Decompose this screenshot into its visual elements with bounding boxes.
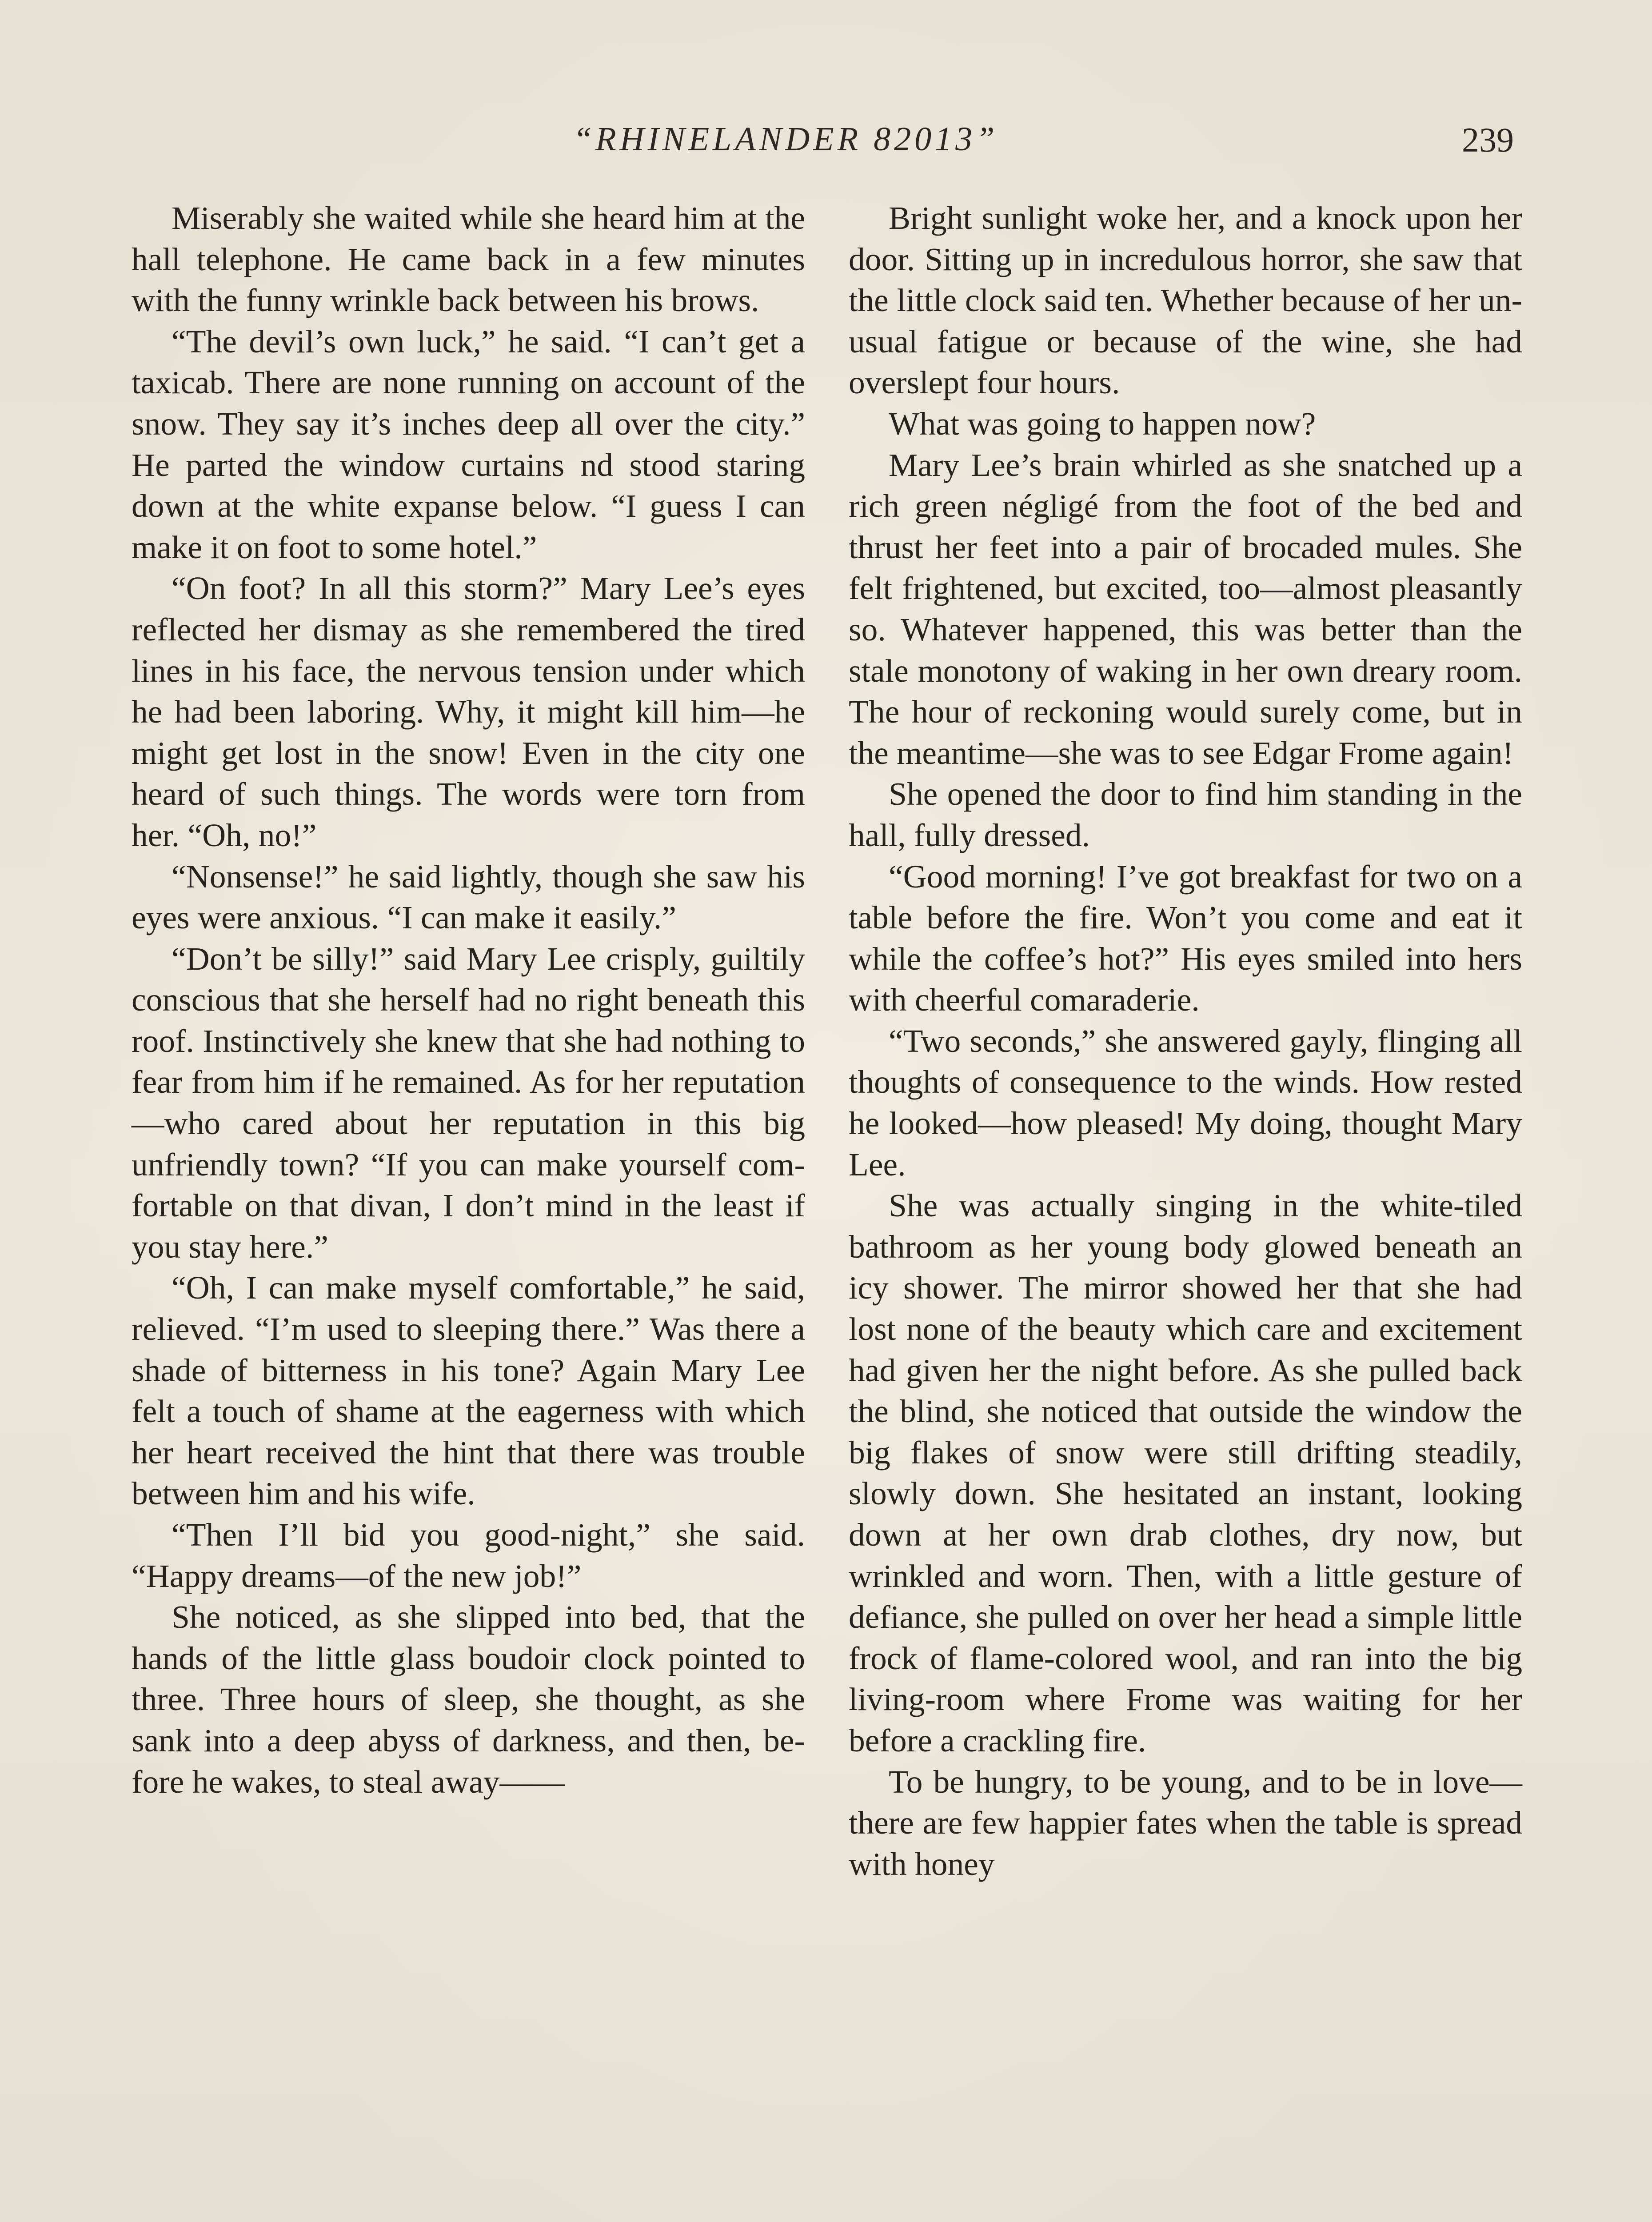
paragraph: She was actually singing in the white-tiled bathroom as her young body glowed beneath an icy shower. The mirror showed her that she had lost none of the beauty which care and excitement had given her the night before. As she pulled back the blind, she noticed that outside the window the big flakes of snow were still drifting steadily, slowly down. She hesitated an instant, looking down at her own drab clothes, dry now, but wrinkled and worn. Then, with a little gesture of defiance, she pulled on over her head a simple little frock of flame-colored wool, and ran into the big living-room where Frome was waiting for her before a crackling fire. — [849, 1187, 1522, 1758]
paragraph: She noticed, as she slipped into bed, that the hands of the little glass boudoir clock pointed to three. Three hours of sleep, she thought, as she sank into a deep abyss of darkness, and then, before he wakes, to steal away—— — [132, 1599, 805, 1800]
paragraph: To be hungry, to be young, and to be in love—there are few happier fates when the table is spread with honey — [849, 1763, 1522, 1882]
paragraph: “The devil’s own luck,” he said. “I can’t get a taxicab. There are none running on account of the snow. They say it’s inches deep all over the city.” He parted the window curtains nd stood staring down at the white expanse below. “I guess I can make it on foot to some hotel.” — [132, 323, 805, 565]
left-column — [132, 198, 805, 1802]
paragraph: “Oh, I can make myself comfortable,” he said, relieved. “I’m used to sleeping there.” Was there a shade of bitterness in his tone? Again Mary Lee felt a touch of shame at the eagerness with which her heart received the hint that there was trouble between him and his wife. — [132, 1270, 805, 1512]
paragraph: “Then I’ll bid you good-night,” she said. “Happy dreams—of the new job!” — [132, 1517, 805, 1594]
paragraph: “Good morning! I’ve got breakfast for two on a table before the fire. Won’t you come and eat it while the coffee’s hot?” His eyes smiled into hers with cheerful comaraderie. — [849, 858, 1522, 1018]
page-number: 239 — [1462, 120, 1514, 159]
paragraph: “Don’t be silly!” said Mary Lee crisply, guiltily conscious that she herself had no right beneath this roof. Instinctively she knew that she had nothing to fear from him if he remained. As for her reputation—who cared about her reputation in this big unfriendly town? “If you can make yourself comfortable on that divan, I don’t mind in the least if you stay here.” — [132, 940, 805, 1265]
paragraph: Bright sunlight woke her, and a knock upon her door. Sitting up in incredulous horror, she saw that the little clock said ten. Whether because of her unusual fatigue or because of the wine, she had overslept four hours. — [849, 200, 1522, 401]
paragraph: Miserably she waited while she heard him at the hall telephone. He came back in a few minutes with the funny wrinkle back between his brows. — [132, 200, 805, 319]
paragraph: “On foot? In all this storm?” Mary Lee’s eyes reflected her dismay as she remembered the tired lines in his face, the nervous tension under which he had been laboring. Why, it might kill him—he might get lost in the snow! Even in the city one heard of such things. The words were torn from her. “Oh, no!” — [132, 570, 805, 853]
paragraph: Mary Lee’s brain whirled as she snatched up a rich green négligé from the foot of the bed and thrust her feet into a pair of brocaded mules. She felt frightened, but excited, too—almost pleasantly so. Whatever happened, this was better than the stale monotony of waking in her own dreary room. The hour of reckoning would surely come, but in the meantime—she was to see Edgar Frome again! — [849, 447, 1522, 771]
paragraph: “Nonsense!” he said lightly, though she saw his eyes were anxious. “I can make it easily.” — [132, 858, 805, 936]
running-head-title: “RHINELANDER 82013” — [573, 120, 998, 158]
right-column — [849, 198, 1522, 1885]
paragraph: What was going to happen now? — [889, 405, 1316, 442]
paragraph: She opened the door to find him standing in the hall, fully dressed. — [849, 776, 1522, 853]
paragraph: “Two seconds,” she answered gayly, flinging all thoughts of consequence to the winds. How rested he looked—how pleased! My doing, thought Mary Lee. — [849, 1023, 1522, 1183]
